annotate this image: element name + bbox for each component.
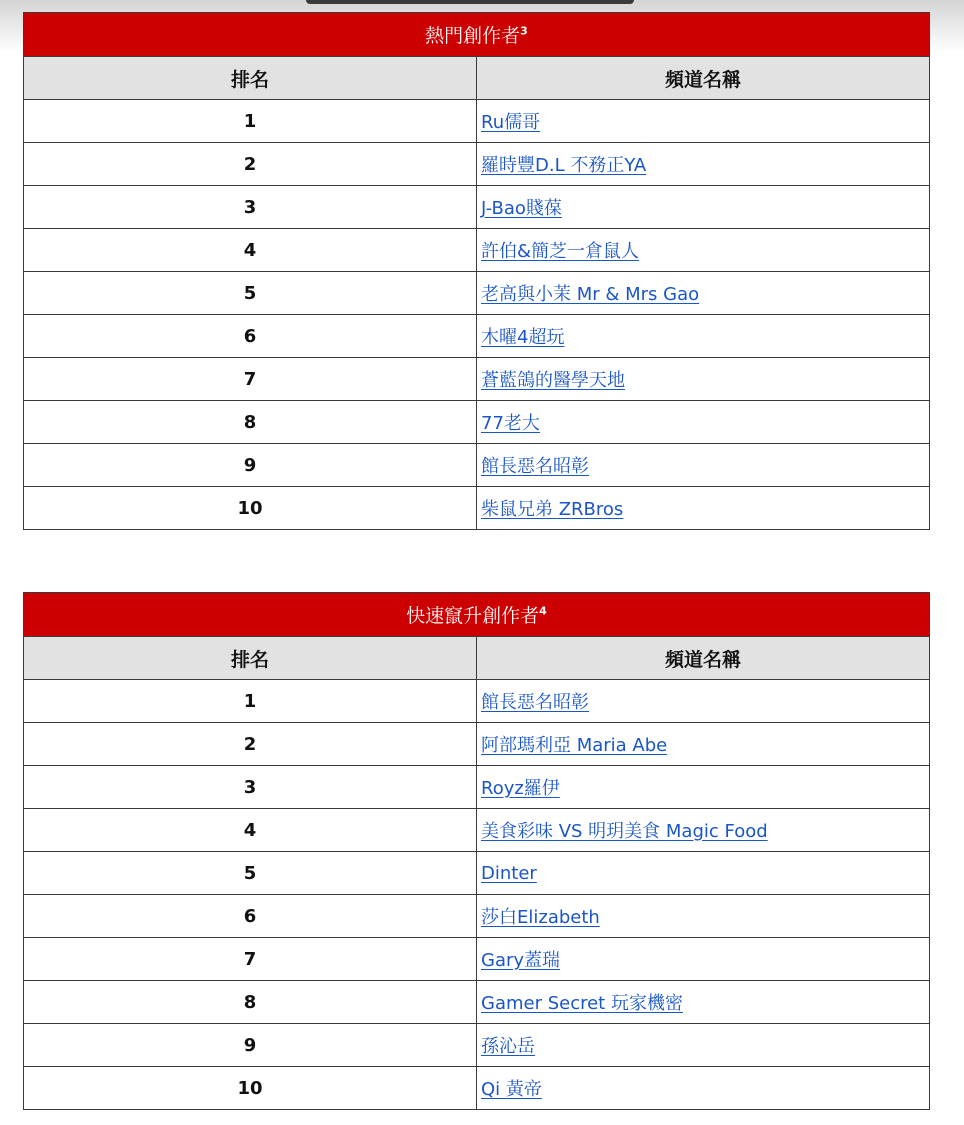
- rank-cell: 7: [24, 938, 477, 981]
- rank-header: 排名: [24, 57, 477, 100]
- channel-link[interactable]: Qi 黃帝: [481, 1079, 542, 1100]
- rank-cell: 4: [24, 229, 477, 272]
- channel-link[interactable]: 美食彩味 VS 明玥美食 Magic Food: [481, 821, 768, 842]
- rank-cell: 3: [24, 186, 477, 229]
- rank-cell: 8: [24, 981, 477, 1024]
- rank-cell: 2: [24, 723, 477, 766]
- rank-cell: 8: [24, 401, 477, 444]
- channel-name-cell: [477, 229, 930, 272]
- channel-name-cell: [477, 401, 930, 444]
- channel-name-cell: [477, 938, 930, 981]
- table-row: [24, 723, 930, 766]
- rank-cell: 6: [24, 315, 477, 358]
- channel-link[interactable]: J-Bao賤葆: [481, 198, 562, 219]
- channel-name-cell: [477, 143, 930, 186]
- channel-link[interactable]: 蒼藍鴿的醫學天地: [481, 370, 625, 391]
- table-row: [24, 272, 930, 315]
- table-row: [24, 809, 930, 852]
- channel-name-cell: [477, 680, 930, 723]
- table-row: [24, 401, 930, 444]
- table-header-row: [24, 637, 930, 680]
- rank-cell: 5: [24, 852, 477, 895]
- footnote-marker: 4: [539, 604, 547, 618]
- table-row: [24, 895, 930, 938]
- channel-name-header: 頻道名稱: [477, 57, 930, 100]
- channel-name-cell: [477, 100, 930, 143]
- channel-link[interactable]: 柴鼠兄弟 ZRBros: [481, 499, 624, 520]
- table-row: [24, 938, 930, 981]
- table-row: [24, 186, 930, 229]
- table-row: [24, 680, 930, 723]
- channel-link[interactable]: 77老大: [481, 413, 540, 434]
- channel-name-cell: [477, 272, 930, 315]
- table-title: 熱門創作者$^3$: [24, 13, 930, 57]
- channel-name-cell: [477, 723, 930, 766]
- table-title: 快速竄升創作者$^4$: [24, 593, 930, 637]
- rank-cell: 7: [24, 358, 477, 401]
- channel-name-header: 頻道名稱: [477, 637, 930, 680]
- rank-cell: 9: [24, 1024, 477, 1067]
- footnote-marker: 3: [520, 24, 528, 38]
- channel-name-cell: [477, 358, 930, 401]
- rank-cell: 9: [24, 444, 477, 487]
- channel-name-cell: [477, 766, 930, 809]
- channel-link[interactable]: 館長惡名昭彰: [481, 456, 589, 477]
- channel-link[interactable]: 許伯&簡芝一倉鼠人: [481, 241, 640, 262]
- channel-link[interactable]: 孫沁岳: [481, 1036, 535, 1057]
- channel-link[interactable]: Royz羅伊: [481, 778, 560, 799]
- channel-name-cell: [477, 315, 930, 358]
- top-creators-table: [23, 12, 930, 530]
- channel-link[interactable]: 木曜4超玩: [481, 327, 565, 348]
- table-row: [24, 1024, 930, 1067]
- rank-cell: 2: [24, 143, 477, 186]
- channel-name-cell: [477, 1067, 930, 1110]
- channel-link[interactable]: 阿部瑪利亞 Maria Abe: [481, 735, 668, 756]
- rank-cell: 1: [24, 100, 477, 143]
- top-bar: [306, 0, 634, 4]
- table-row: [24, 444, 930, 487]
- table-row: [24, 487, 930, 530]
- table-header-row: [24, 57, 930, 100]
- channel-link[interactable]: 羅時豐D.L 不務正YA: [481, 155, 647, 176]
- channel-link[interactable]: Gamer Secret 玩家機密: [481, 993, 683, 1014]
- table-row: [24, 229, 930, 272]
- channel-link[interactable]: Ru儒哥: [481, 112, 541, 133]
- channel-name-cell: [477, 186, 930, 229]
- channel-name-cell: [477, 487, 930, 530]
- rank-cell: 4: [24, 809, 477, 852]
- table-row: [24, 143, 930, 186]
- rank-cell: 6: [24, 895, 477, 938]
- table-row: [24, 766, 930, 809]
- channel-link[interactable]: 莎白Elizabeth: [481, 907, 600, 928]
- table-row: [24, 981, 930, 1024]
- table-row: [24, 852, 930, 895]
- table-row: [24, 100, 930, 143]
- rank-cell: 5: [24, 272, 477, 315]
- channel-name-cell: [477, 895, 930, 938]
- table-row: [24, 1067, 930, 1110]
- table-row: [24, 358, 930, 401]
- channel-link[interactable]: Dinter: [481, 862, 537, 884]
- table-title-row: [24, 13, 930, 57]
- channel-name-cell: [477, 1024, 930, 1067]
- channel-name-cell: [477, 981, 930, 1024]
- table-row: [24, 315, 930, 358]
- rank-header: 排名: [24, 637, 477, 680]
- rank-cell: 10: [24, 1067, 477, 1110]
- channel-name-cell: [477, 809, 930, 852]
- table-title-row: [24, 593, 930, 637]
- fast-rising-creators-table: [23, 592, 930, 1110]
- rank-cell: 10: [24, 487, 477, 530]
- rank-cell: 3: [24, 766, 477, 809]
- channel-link[interactable]: 館長惡名昭彰: [481, 692, 589, 713]
- channel-name-cell: [477, 444, 930, 487]
- channel-link[interactable]: Gary蓋瑞: [481, 950, 561, 971]
- rank-cell: 1: [24, 680, 477, 723]
- channel-name-cell: [477, 852, 930, 895]
- channel-link[interactable]: 老高與小茉 Mr & Mrs Gao: [481, 284, 700, 305]
